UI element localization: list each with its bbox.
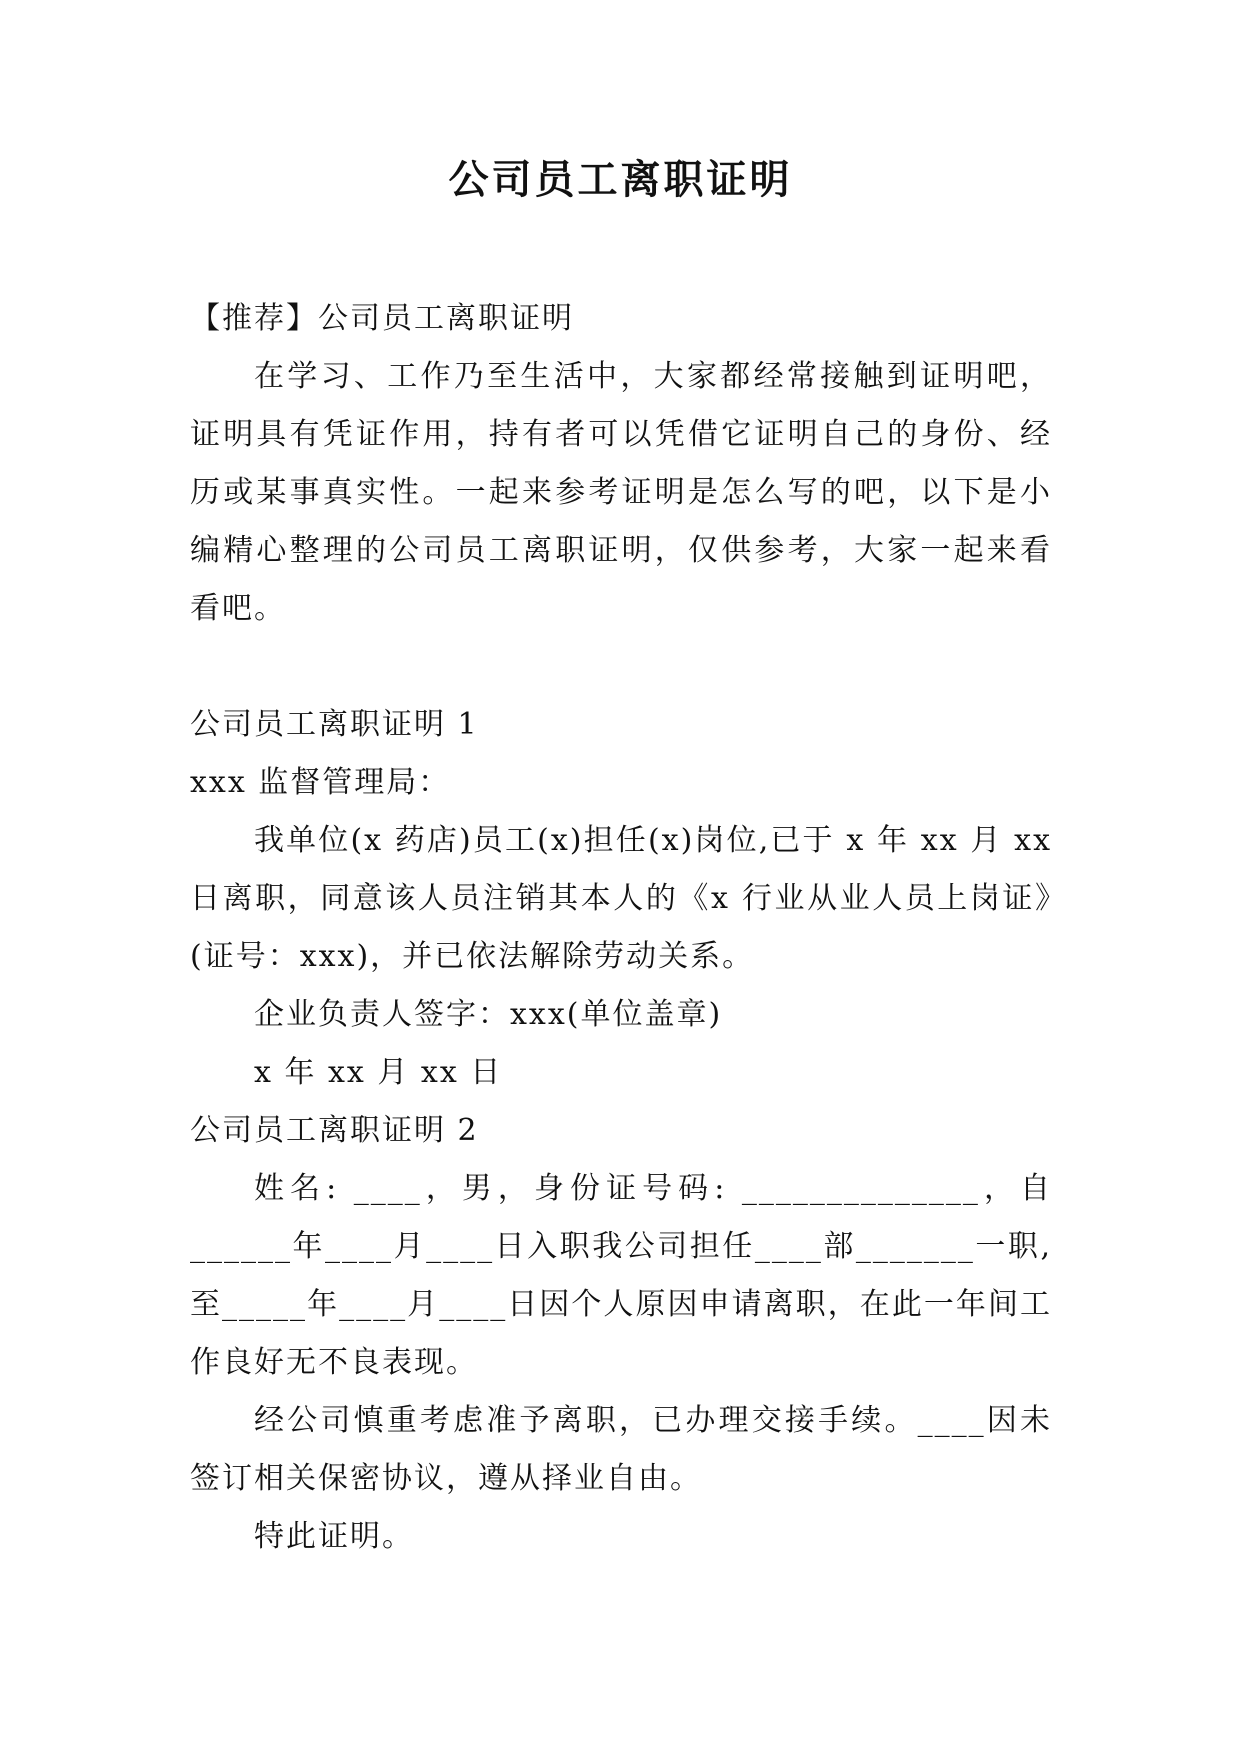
intro-paragraph: 在学习、工作乃至生活中，大家都经常接触到证明吧，证明具有凭证作用，持有者可以凭借它证明自己的身份、经历或某事真实性。一起来参考证明是怎么写的吧，以下是小编精心整理的公司员工离职证明，仅供参考，大家一起来看看吧。 bbox=[190, 359, 1052, 626]
section1-date: x 年 xx 月 xx 日 bbox=[254, 1055, 503, 1090]
section1-body: 我单位(x 药店)员工(x)担任(x)岗位,已于 x 年 xx 月 xx 日离职，同意该人员注销其本人的《x 行业从业人员上岗证》(证号：xxx)，并已依法解除劳动关系。 bbox=[190, 823, 1052, 974]
section1-heading: 公司员工离职证明 1 bbox=[190, 707, 479, 742]
document-title: 公司员工离职证明 bbox=[448, 156, 793, 203]
section-spacer bbox=[190, 638, 1052, 696]
section2-closing: 特此证明。 bbox=[254, 1519, 414, 1554]
section2-body: 姓名: ____，男，身份证号码: ______________，自______年____月____日入职我公司担任____部_______一职,至_____年____月____日因个人原因申请离职，在此一年间工作良好无不良表现。 bbox=[190, 1171, 1052, 1380]
section1-signature: 企业负责人签字：xxx(单位盖章) bbox=[254, 997, 723, 1032]
document-body bbox=[190, 290, 1052, 1566]
section2-approval: 经公司慎重考虑准予离职，已办理交接手续。____因未签订相关保密协议，遵从择业自由。 bbox=[190, 1403, 1052, 1496]
section1-addressee: xxx 监督管理局： bbox=[190, 765, 451, 800]
recommend-line: 【推荐】公司员工离职证明 bbox=[190, 301, 574, 336]
section2-heading: 公司员工离职证明 2 bbox=[190, 1113, 479, 1148]
